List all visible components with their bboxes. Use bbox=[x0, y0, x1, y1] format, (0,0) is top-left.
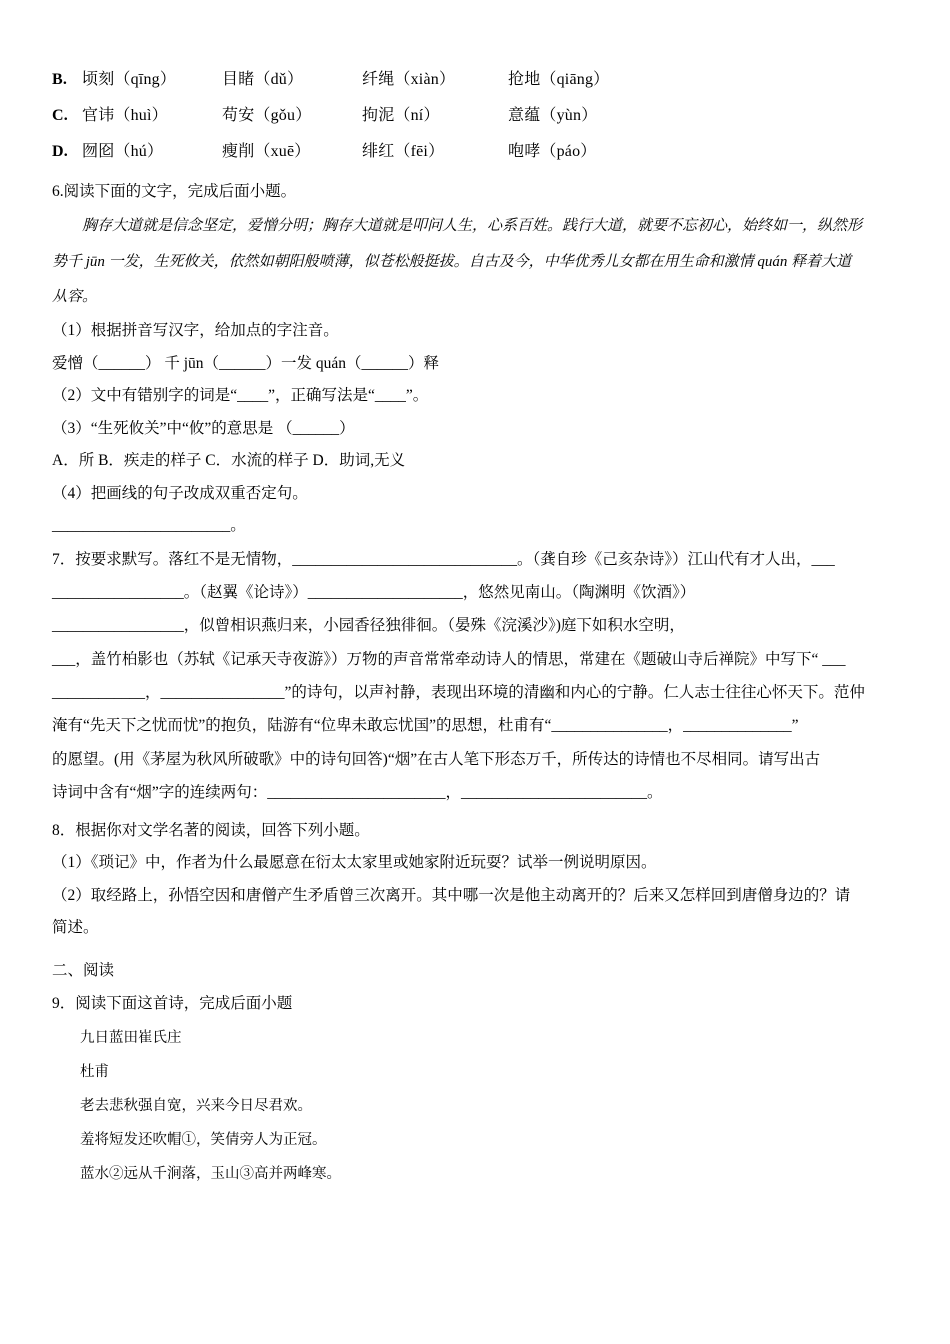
question-7-blank-2: _________________ bbox=[52, 584, 184, 602]
question-7-blank-4: ___ bbox=[52, 650, 76, 668]
option-row-c bbox=[52, 98, 898, 134]
question-7-tail-2: ，悠然见南山。（陶渊明《饮酒》） bbox=[462, 584, 696, 602]
question-6-sub-4-answer-blank: _______________________。 bbox=[52, 517, 246, 535]
option-c-item-4: 意蕴（yùn） bbox=[508, 107, 598, 124]
question-7-line-8: 诗词中含有“烟”字的连续两句：_______________________，________________________。 bbox=[52, 784, 663, 802]
question-6-sub-3-options: A．所 B．疾走的样子 C．水流的样子 D．助词,无义 bbox=[52, 452, 406, 470]
question-6-passage-line-3: 从容。 bbox=[52, 289, 98, 306]
question-7-tail-4: ，盖竹柏影也（苏轼《记承天寺夜游》）万物的声音常常牵动诗人的情思，常建在《题破山寺后禅院》中写下“ ___ bbox=[75, 650, 846, 668]
question-7-tail-1: 。（龚自珍《己亥杂诗》）江山代有才人出，___ bbox=[517, 550, 835, 568]
option-label-c: C. bbox=[52, 107, 68, 124]
question-7-blank-3: _________________ bbox=[52, 617, 184, 635]
option-b-item-4: 抢地（qiāng） bbox=[508, 71, 610, 88]
question-7-blank-2b: ____________________ bbox=[307, 584, 463, 602]
question-8-stem: 8．根据你对文学名著的阅读，回答下列小题。 bbox=[52, 822, 370, 840]
question-7-mid-5: ，________________ bbox=[145, 684, 285, 702]
question-7-mid-2: 。（赵翼《论诗》） bbox=[183, 584, 308, 602]
question-8-sub-1: （1）《琐记》中，作者为什么最愿意在衍太太家里或她家附近玩耍？试举一例说明原因。 bbox=[52, 854, 657, 872]
option-d-item-1: 囫囵（hú） bbox=[82, 143, 164, 160]
question-6-sub-3: （3）“生死攸关”中“攸”的意思是 （______） bbox=[52, 419, 355, 437]
option-c-item-1: 官讳（huì） bbox=[82, 107, 168, 124]
question-7-tail-3: ，似曾相识燕归来，小园香径独徘徊。（晏殊《浣溪沙》)庭下如积水空明， bbox=[183, 617, 685, 635]
option-d-item-3: 绯红（fēi） bbox=[362, 143, 445, 160]
question-6-stem: 6.阅读下面的文字，完成后面小题。 bbox=[52, 183, 297, 200]
question-7-line-1 bbox=[52, 543, 898, 576]
question-8-sub-2: （2）取经路上，孙悟空因和唐僧产生矛盾曾三次离开。其中哪一次是他主动离开的？后来又怎样回到唐僧身边的？请 bbox=[52, 886, 851, 904]
option-b-item-2: 目睹（dǔ） bbox=[222, 71, 304, 88]
question-6-passage-line-2: 势千 jūn 一发，生死攸关，依然如朝阳般喷薄，似苍松般挺拔。自古及今，中华优秀儿女都在用生命和激情 quán 释着大道 bbox=[52, 253, 852, 270]
option-c-item-3: 拘泥（ní） bbox=[362, 107, 440, 124]
question-7-line-5 bbox=[52, 676, 898, 709]
question-9-stem: 9．阅读下面这首诗，完成后面小题 bbox=[52, 995, 293, 1013]
question-6-sub-1-blanks: 爱憎（______） 千 jūn（______）一发 quán（______）释 bbox=[52, 354, 440, 372]
section-2-title: 二、阅读 bbox=[52, 961, 115, 979]
question-7-line-6: 淹有“先天下之忧而忧”的抱负，陆游有“位卑未敢忘忧国”的思想，杜甫有“_______________，______________” bbox=[52, 717, 799, 735]
question-6-sub-1: （1）根据拼音写汉字，给加点的字注音。 bbox=[52, 322, 339, 340]
option-list bbox=[52, 62, 898, 170]
question-8 bbox=[52, 815, 898, 944]
question-6-passage-line-1: 胸存大道就是信念坚定，爱憎分明；胸存大道就是叩问人生，心系百姓。践行大道，就要不忘初心，始终如一，纵然形 bbox=[82, 217, 863, 234]
option-b-item-3: 纤绳（xiàn） bbox=[362, 71, 456, 88]
question-7-blank-5: ____________ bbox=[52, 684, 145, 702]
option-row-d bbox=[52, 134, 898, 170]
section-2 bbox=[52, 953, 898, 1192]
question-7-tail-5: ”的诗句，以声衬静，表现出环境的清幽和内心的宁静。仁人志士往往心怀天下。范仲 bbox=[284, 684, 865, 702]
question-7-line-2 bbox=[52, 576, 898, 609]
option-label-b: B. bbox=[52, 71, 68, 88]
option-d-item-4: 咆哮（páo） bbox=[508, 143, 597, 160]
option-label-d: D. bbox=[52, 143, 68, 160]
option-d-item-2: 瘦削（xuē） bbox=[222, 143, 311, 160]
poem-line-2: 羞将短发还吹帽①，笑倩旁人为正冠。 bbox=[80, 1132, 327, 1149]
question-7-line-7: 的愿望。(用《茅屋为秋风所破歌》中的诗句回答)“烟”在古人笔下形态万千，所传达的诗情也不尽相同。请写出古 bbox=[52, 750, 821, 768]
question-6-sub-4: （4）把画线的句子改成双重否定句。 bbox=[52, 484, 308, 502]
question-7-blank-1: _____________________________ bbox=[292, 550, 518, 568]
question-7-line-3 bbox=[52, 609, 898, 642]
poem-line-1: 老去悲秋强自宽，兴来今日尽君欢。 bbox=[80, 1098, 312, 1115]
option-b-item-1: 顷刻（qīng） bbox=[82, 71, 177, 88]
option-c-item-2: 苟安（gǒu） bbox=[222, 107, 312, 124]
question-6 bbox=[52, 176, 898, 543]
poem-title: 九日蓝田崔氏庄 bbox=[80, 1029, 182, 1046]
poem-line-3: 蓝水②远从千涧落，玉山③高并两峰寒。 bbox=[80, 1166, 341, 1183]
question-7-stem-prefix: 7．按要求默写。落红不是无情物， bbox=[52, 550, 293, 568]
question-7-line-4 bbox=[52, 643, 898, 676]
question-7 bbox=[52, 543, 898, 810]
question-6-sub-2: （2）文中有错别字的词是“____”，正确写法是“____”。 bbox=[52, 387, 429, 405]
option-row-b bbox=[52, 62, 898, 98]
poem-author: 杜甫 bbox=[80, 1064, 109, 1080]
question-8-sub-2-cont: 简述。 bbox=[52, 919, 99, 937]
